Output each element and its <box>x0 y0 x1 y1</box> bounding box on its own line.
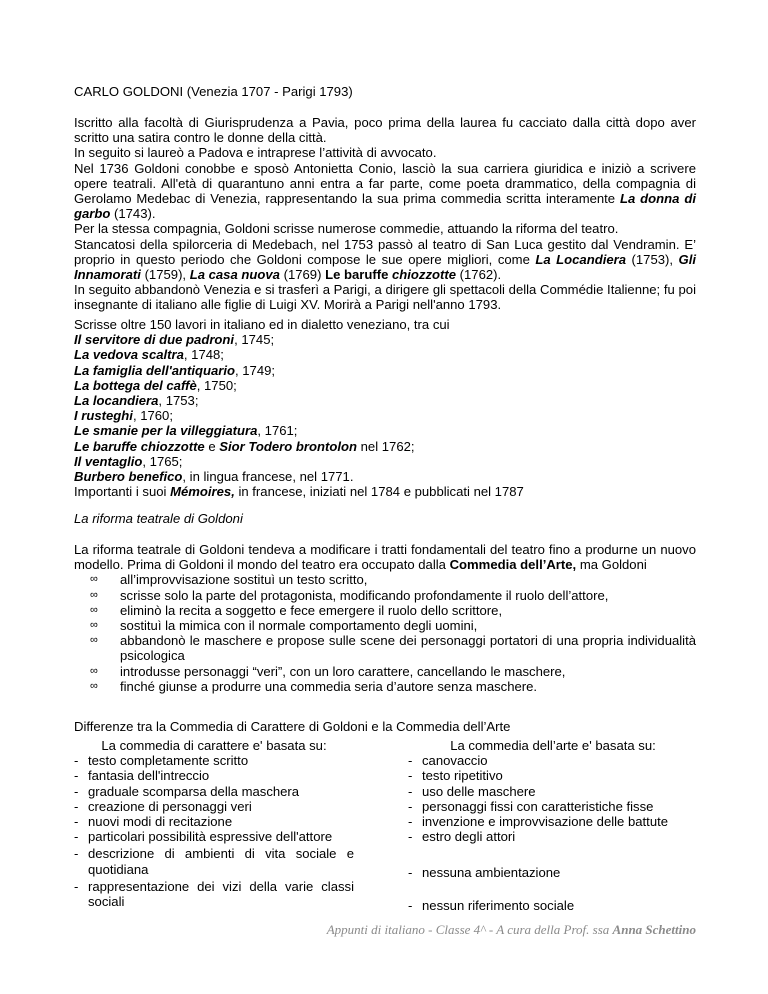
bio-paragraph: In seguito si laureò a Padova e intraprese l’attività di avvocato. <box>74 145 437 161</box>
list-item <box>74 879 354 909</box>
work-title: Mémoires, <box>170 484 235 500</box>
work-title: Le baruffe chiozzotte <box>74 438 205 454</box>
dash-marker: - <box>408 814 413 830</box>
work-item <box>74 393 696 408</box>
work-date: , 1765; <box>142 453 183 469</box>
bio-text: (1762). <box>456 267 502 283</box>
list-item-text: abbandonò le maschere e propose sulle scene dei personaggi portatori di una propria individualità psicologica <box>120 633 696 664</box>
infinity-bullet-icon: ∞ <box>90 573 98 586</box>
commedia-carattere-column <box>74 738 354 909</box>
work-date: , 1760; <box>132 408 173 424</box>
list-item-text: nuovi modi di recitazione <box>88 814 233 830</box>
work-item <box>74 363 696 378</box>
list-item-text: scrisse solo la parte del protagonista, modificando profondamente il ruolo dell’attore, <box>120 587 609 603</box>
work-item <box>74 439 696 454</box>
list-item-text: eliminò la recita a soggetto e fece emergere il ruolo dello scrittore, <box>120 602 503 618</box>
bio-paragraph <box>74 161 696 222</box>
work-item <box>74 408 696 423</box>
work-title: La vedova scaltra <box>74 347 184 363</box>
dash-marker: - <box>408 768 413 784</box>
infinity-bullet-icon: ∞ <box>90 679 98 692</box>
work-item <box>74 347 696 362</box>
list-item-text: invenzione e improvvisazione delle battute <box>422 814 669 830</box>
work-date: , 1745; <box>234 332 275 348</box>
work-date: , 1753; <box>158 393 199 409</box>
work-item <box>74 469 696 484</box>
dash-marker: - <box>74 768 79 784</box>
list-item <box>74 784 354 799</box>
work-date: in francese, iniziati nel 1784 e pubblicati nel 1787 <box>234 484 524 500</box>
dash-marker: - <box>408 829 413 845</box>
list-item <box>74 588 696 603</box>
list-item-text: descrizione di ambienti di vita sociale e quotidiana <box>88 846 354 877</box>
riforma-intro <box>74 542 696 572</box>
bio-text: Nel 1736 Goldoni conobbe e sposò Antonietta Conio, lasciò la sua carriera giuridica e iniziò a scrivere opere teatrali. All'età di quarantuno anni entra a far parte, come poeta drammatico, della compagnia di Gerolamo Medebac di Venezia, rappresentando la sua prima commedia scritta interamente <box>74 160 696 207</box>
dash-marker: - <box>74 878 79 894</box>
dash-marker: - <box>408 798 413 814</box>
list-item-text: estro degli attori <box>422 829 516 845</box>
list-item <box>408 829 698 844</box>
list-item <box>408 768 698 783</box>
infinity-bullet-icon: ∞ <box>90 634 98 647</box>
work-title: Le smanie per la villeggiatura <box>74 423 258 439</box>
work-title: La famiglia dell'antiquario <box>74 362 235 378</box>
work-title: La Locandiera <box>535 251 627 267</box>
dash-marker: - <box>74 798 79 814</box>
dash-marker: - <box>408 897 413 913</box>
list-item-text: rappresentazione dei vizi della varie classi sociali <box>88 878 354 910</box>
infinity-bullet-icon: ∞ <box>90 603 98 616</box>
list-item-text: particolari possibilità espressive dell'attore <box>88 829 333 845</box>
bio-text: (1743). <box>110 206 156 222</box>
list-item <box>74 829 354 844</box>
dash-marker: - <box>408 783 413 799</box>
comparison-list <box>408 753 698 913</box>
biography <box>74 115 696 313</box>
work-title: Sior Todero brontolon <box>219 438 357 454</box>
list-item-text: nessuna ambientazione <box>422 865 561 881</box>
list-item <box>408 865 698 880</box>
dash-marker: - <box>74 783 79 799</box>
footer-author: Anna Schettino <box>612 922 696 937</box>
list-item <box>74 618 696 633</box>
work-title: Il ventaglio <box>74 453 143 469</box>
list-item <box>74 603 696 618</box>
work-title: Il servitore di due padroni <box>74 332 235 348</box>
list-item-text: introdusse personaggi “veri”, con un loro carattere, cancellando le maschere, <box>120 663 566 679</box>
column-heading: La commedia di carattere e' basata su: <box>101 738 327 753</box>
work-title: La bottega del caffè <box>74 377 197 393</box>
work-item <box>74 332 696 347</box>
list-item-text: all’improvvisazione sostituì un testo scritto, <box>120 572 368 588</box>
list-item <box>408 799 698 814</box>
dash-marker: - <box>74 829 79 845</box>
riforma-section <box>74 542 696 694</box>
list-item <box>74 633 696 663</box>
commedia-arte-label: Commedia dell’Arte, <box>449 557 577 573</box>
list-item <box>408 814 698 829</box>
list-item <box>74 768 354 783</box>
comparison-list <box>74 753 354 909</box>
infinity-bullet-icon: ∞ <box>90 588 98 601</box>
work-title: I rusteghi <box>74 408 133 424</box>
list-item-text: personaggi fissi con caratteristiche fisse <box>422 798 654 814</box>
work-title <box>325 267 456 282</box>
dash-marker: - <box>408 865 413 881</box>
work-date: , 1749; <box>235 362 276 378</box>
bio-text: Stancatosi della spilorceria di Medebach, nel 1753 passò al teatro di San Luca gestito dal Vendramin. E’ proprio in questo periodo che Goldoni compose le sue opere migliori, come <box>74 236 696 267</box>
work-item <box>74 484 696 499</box>
work-date: nel 1762; <box>357 438 415 454</box>
infinity-bullet-icon: ∞ <box>90 619 98 632</box>
list-item <box>74 664 696 679</box>
list-item-text: sostituì la mimica con il normale comportamento degli uomini, <box>120 618 478 634</box>
list-item-text: fantasia dell'intreccio <box>88 768 210 784</box>
list-item-text: testo ripetitivo <box>422 768 503 784</box>
list-item <box>408 898 698 913</box>
list-item <box>74 679 696 694</box>
work-date: , in lingua francese, nel 1771. <box>182 469 354 485</box>
list-item-text: graduale scomparsa della maschera <box>88 783 300 799</box>
work-intro-text: Importanti i suoi <box>74 484 171 500</box>
work-title: Burbero benefico <box>74 469 183 485</box>
bio-text: (1753), <box>626 251 679 267</box>
list-item-text: creazione di personaggi veri <box>88 798 252 814</box>
commedia-arte-column <box>408 738 698 913</box>
list-item <box>74 753 354 768</box>
work-title: La casa nuova <box>189 267 280 283</box>
page-footer <box>327 922 696 938</box>
work-item <box>74 423 696 438</box>
list-item-text: uso delle maschere <box>422 783 536 799</box>
list-item <box>408 753 698 768</box>
work-title: Gli Innamorati <box>74 251 696 283</box>
bio-paragraph <box>74 237 696 283</box>
work-item <box>74 378 696 393</box>
work-date: , 1761; <box>257 423 298 439</box>
list-item <box>74 846 354 876</box>
section-heading: Differenze tra la Commedia di Carattere di Goldoni e la Commedia dell’Arte <box>74 719 511 734</box>
list-item-text: testo completamente scritto <box>88 753 249 769</box>
list-item <box>74 572 696 587</box>
list-item-text: nessun riferimento sociale <box>422 897 575 913</box>
page-title: CARLO GOLDONI (Venezia 1707 - Parigi 1793) <box>74 84 353 99</box>
works-intro: Scrisse oltre 150 lavori in italiano ed in dialetto veneziano, tra cui <box>74 317 450 332</box>
bio-paragraph: In seguito abbandonò Venezia e si trasferì a Parigi, a dirigere gli spettacoli della Commédie Italienne; fu poi insegnante di italiano alle figlie di Luigi XV. Morirà a Parigi nell'anno 1793. <box>74 282 696 313</box>
work-date: , 1750; <box>196 377 237 393</box>
section-heading: La riforma teatrale di Goldoni <box>74 511 243 526</box>
footer-text: Appunti di italiano - Classe 4^ - A cura della Prof. ssa <box>326 922 613 937</box>
list-item <box>74 799 354 814</box>
bio-paragraph: Iscritto alla facoltà di Giurisprudenza a Pavia, poco prima della laurea fu cacciato dalla città dopo aver scritto una satira contro le donne della città. <box>74 115 696 146</box>
work-title: La locandiera <box>74 393 159 409</box>
column-heading: La commedia dell’arte e' basata su: <box>450 738 656 753</box>
riforma-text: La riforma teatrale di Goldoni tendeva a modificare i tratti fondamentali del teatro fino a produrne un nuovo modello. Prima di Goldoni il mondo del teatro era occupato dalla <box>74 542 696 573</box>
work-title-part: chiozzotte <box>392 267 457 283</box>
list-item-text: finché giunse a produrre una commedia seria d’autore senza maschere. <box>120 678 538 694</box>
riforma-bullets <box>74 572 696 694</box>
work-item <box>74 454 696 469</box>
infinity-bullet-icon: ∞ <box>90 664 98 677</box>
dash-marker: - <box>74 814 79 830</box>
work-title-part: Le baruffe <box>325 267 393 283</box>
work-title: La donna di garbo <box>74 191 697 222</box>
dash-marker: - <box>74 846 79 862</box>
dash-marker: - <box>408 753 413 769</box>
list-item <box>74 814 354 829</box>
bio-paragraph: Per la stessa compagnia, Goldoni scrisse numerose commedie, attuando la riforma del teatro. <box>74 221 619 237</box>
bio-text: (1769) <box>279 267 326 283</box>
list-item-text: canovaccio <box>422 753 488 769</box>
work-conjunction: e <box>204 438 220 454</box>
riforma-text: ma Goldoni <box>576 557 647 573</box>
works-list <box>74 317 696 499</box>
work-date: , 1748; <box>183 347 224 363</box>
bio-text: (1759), <box>140 267 190 283</box>
list-item <box>408 784 698 799</box>
dash-marker: - <box>74 753 79 769</box>
